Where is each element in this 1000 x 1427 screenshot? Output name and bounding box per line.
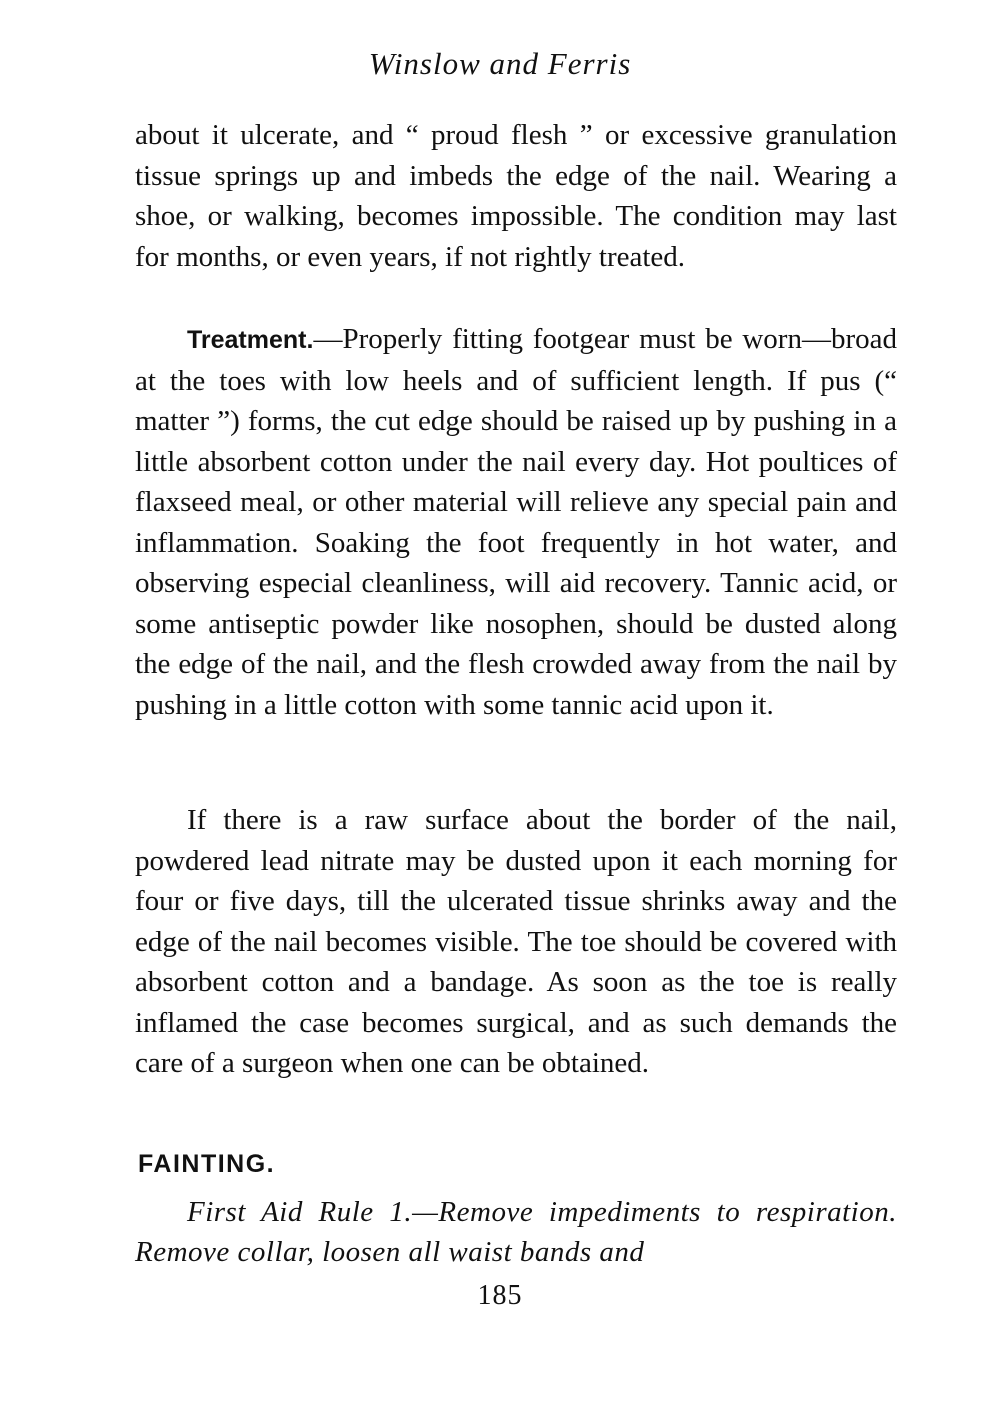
paragraph-continuation: about it ulcerate, and “ proud flesh ” or excessive granulation tissue springs up and imbeds the edge of the nail. Wearing a shoe, or walking, becomes impossible. The condition may last for months, or even years, if not rightly treated. (135, 119, 897, 273)
running-header: Winslow and Ferris (368, 46, 632, 81)
section-heading-fainting: FAINTING. (138, 1150, 276, 1178)
paragraph-raw-surface: If there is a raw surface about the border of the nail, powdered lead nitrate may be dusted upon it each morning for four or five days, till the ulcerated tissue shrinks away and the edge of the nail becomes visible. The toe should be covered with absorbent cotton and a bandage. As soon as the toe is really inflamed the case becomes surgical, and as such demands the care of a surgeon when one can be obtained. (135, 804, 897, 1079)
page-number: 185 (477, 1280, 523, 1311)
treatment-lead-in: Treatment. (187, 326, 314, 354)
first-aid-rule: First Aid Rule 1.—Remove impediments to respiration. Remove collar, loosen all waist bands and (135, 1196, 897, 1268)
treatment-text: —Properly fitting footgear must be worn—broad at the toes with low heels and of sufficient length. If pus (“ matter ”) forms, the cut edge should be raised up by pushing in a little absorbent cotton under the nail every day. Hot poultices of flaxseed meal, or other material will relieve any special pain and inflammation. Soaking the foot frequently in hot water, and observing especial cleanliness, will aid recovery. Tannic acid, or some antiseptic powder like nosophen, should be dusted along the edge of the nail, and the flesh crowded away from the nail by pushing in a little cotton with some tannic acid upon it. (135, 323, 897, 721)
paragraph-treatment (135, 319, 897, 725)
